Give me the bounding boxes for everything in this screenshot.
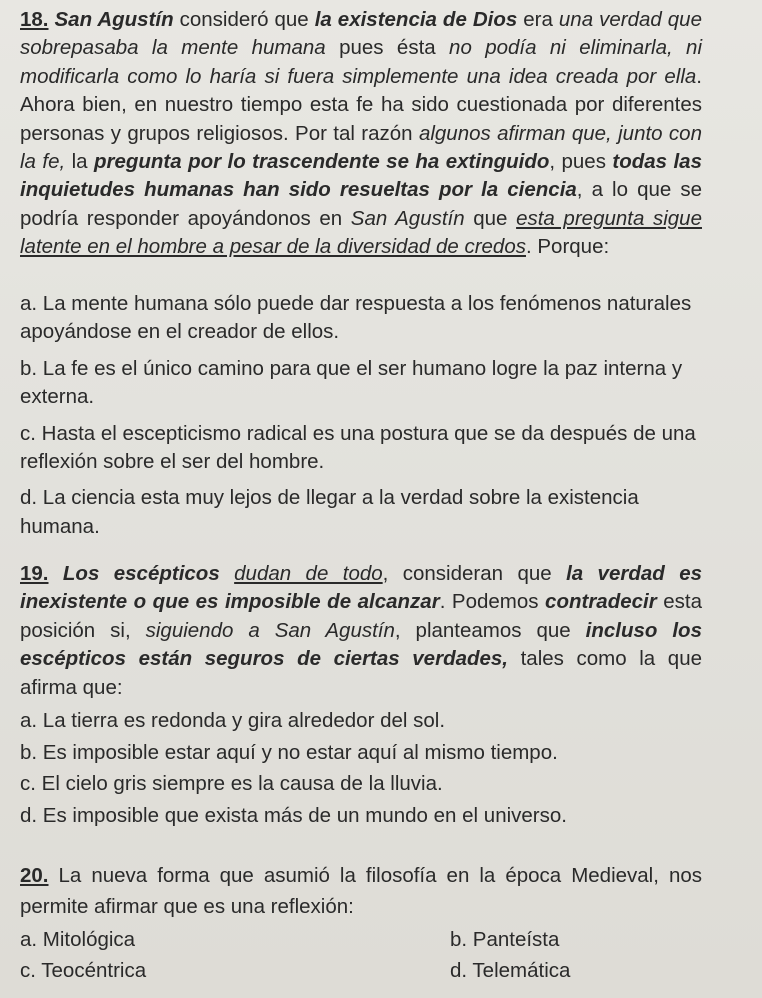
text-segment bbox=[220, 562, 234, 585]
text-segment bbox=[49, 562, 63, 585]
text-segment: una verdad que sobrepasaba la mente humana bbox=[20, 8, 702, 60]
question-20-options bbox=[20, 924, 700, 986]
text-segment: . Ahora bien, en nuestro tiempo esta fe ha sido cuestionada por diferentes personas y grupos religiosos. Por tal razón bbox=[20, 64, 702, 145]
text-segment: incluso los escépticos están seguros de ciertas verdades, bbox=[20, 618, 702, 671]
option-a[interactable]: a. Mitológica bbox=[20, 928, 136, 951]
question-19-options bbox=[20, 705, 710, 831]
option-c[interactable]: c. Hasta el escepticismo radical es una postura que se da después de una reflexión sobre el ser del hombre. bbox=[20, 421, 696, 474]
text-segment: . Porque: bbox=[525, 235, 610, 259]
text-segment: esta posición si, bbox=[20, 590, 702, 642]
option-d[interactable]: d. Telemática bbox=[450, 959, 571, 982]
question-text bbox=[20, 8, 702, 258]
text-segment: San Agustín bbox=[54, 8, 174, 31]
text-segment: Los escépticos bbox=[62, 562, 220, 585]
text-segment: dudan de todo bbox=[234, 562, 383, 585]
option-a[interactable]: a. La mente humana sólo puede dar respuesta a los fenómenos naturales apoyándose en el creador de ellos. bbox=[20, 292, 692, 344]
text-segment: , a lo que se podría responder apoyándonos en bbox=[20, 178, 702, 230]
option-b[interactable]: b. Panteísta bbox=[450, 928, 560, 951]
text-segment: la existencia de Dios bbox=[314, 8, 518, 31]
question-18-options bbox=[20, 290, 710, 541]
question-number: 20. bbox=[20, 864, 49, 887]
text-segment: no podía ni eliminarla, ni modificarla como lo haría si fuera simplemente una idea creada por ella bbox=[20, 36, 703, 88]
text-segment: que bbox=[464, 206, 517, 230]
option-b[interactable]: b. Es imposible estar aquí y no estar aquí al mismo tiempo. bbox=[20, 740, 558, 764]
question-19 bbox=[20, 560, 702, 702]
text-segment: la verdad es inexistente o que es imposible de alcanzar bbox=[20, 562, 702, 614]
text-segment: , consideran que bbox=[382, 562, 567, 585]
text-segment: pues ésta bbox=[325, 36, 450, 60]
option-a[interactable]: a. La tierra es redonda y gira alrededor del sol. bbox=[20, 709, 446, 732]
question-18 bbox=[20, 6, 702, 262]
question-number: 19. bbox=[20, 562, 49, 585]
text-segment: algunos afirman que, junto con la fe, bbox=[20, 121, 702, 174]
text-segment: tales como la que afirma que: bbox=[20, 647, 702, 699]
option-c[interactable]: c. Teocéntrica bbox=[20, 959, 147, 982]
option-d[interactable]: d. Es imposible que exista más de un mundo en el universo. bbox=[20, 803, 567, 827]
text-segment: consideró que bbox=[173, 8, 315, 31]
question-text bbox=[20, 864, 702, 918]
text-segment: , planteamos que bbox=[394, 618, 586, 642]
text-segment: todas las inquietudes humanas han sido resueltas por la ciencia bbox=[20, 150, 702, 202]
text-segment: la bbox=[65, 150, 94, 174]
text-segment: San Agustín bbox=[350, 206, 465, 230]
text-segment: contradecir bbox=[545, 590, 657, 614]
text-segment: siguiendo a San Agustín bbox=[145, 618, 395, 642]
option-d[interactable]: d. La ciencia esta muy lejos de llegar a la verdad sobre la existencia humana. bbox=[20, 486, 639, 538]
question-text bbox=[20, 562, 702, 699]
text-segment: , pues bbox=[549, 150, 613, 174]
text-segment: . Podemos bbox=[439, 590, 546, 614]
text-segment: esta pregunta sigue latente en el hombre a pesar de la diversidad de credos bbox=[20, 206, 702, 259]
option-c[interactable]: c. El cielo gris siempre es la causa de la lluvia. bbox=[20, 772, 443, 795]
option-b[interactable]: b. La fe es el único camino para que el ser humano logre la paz interna y externa. bbox=[20, 356, 683, 409]
text-segment: era bbox=[517, 8, 559, 31]
question-20 bbox=[20, 860, 702, 922]
question-number: 18. bbox=[20, 8, 49, 31]
text-segment: La nueva forma que asumió la filosofía en la época Medieval, nos permite afirmar que es una reflexión: bbox=[20, 864, 702, 918]
text-segment: pregunta por lo trascendente se ha extinguido bbox=[93, 150, 550, 174]
